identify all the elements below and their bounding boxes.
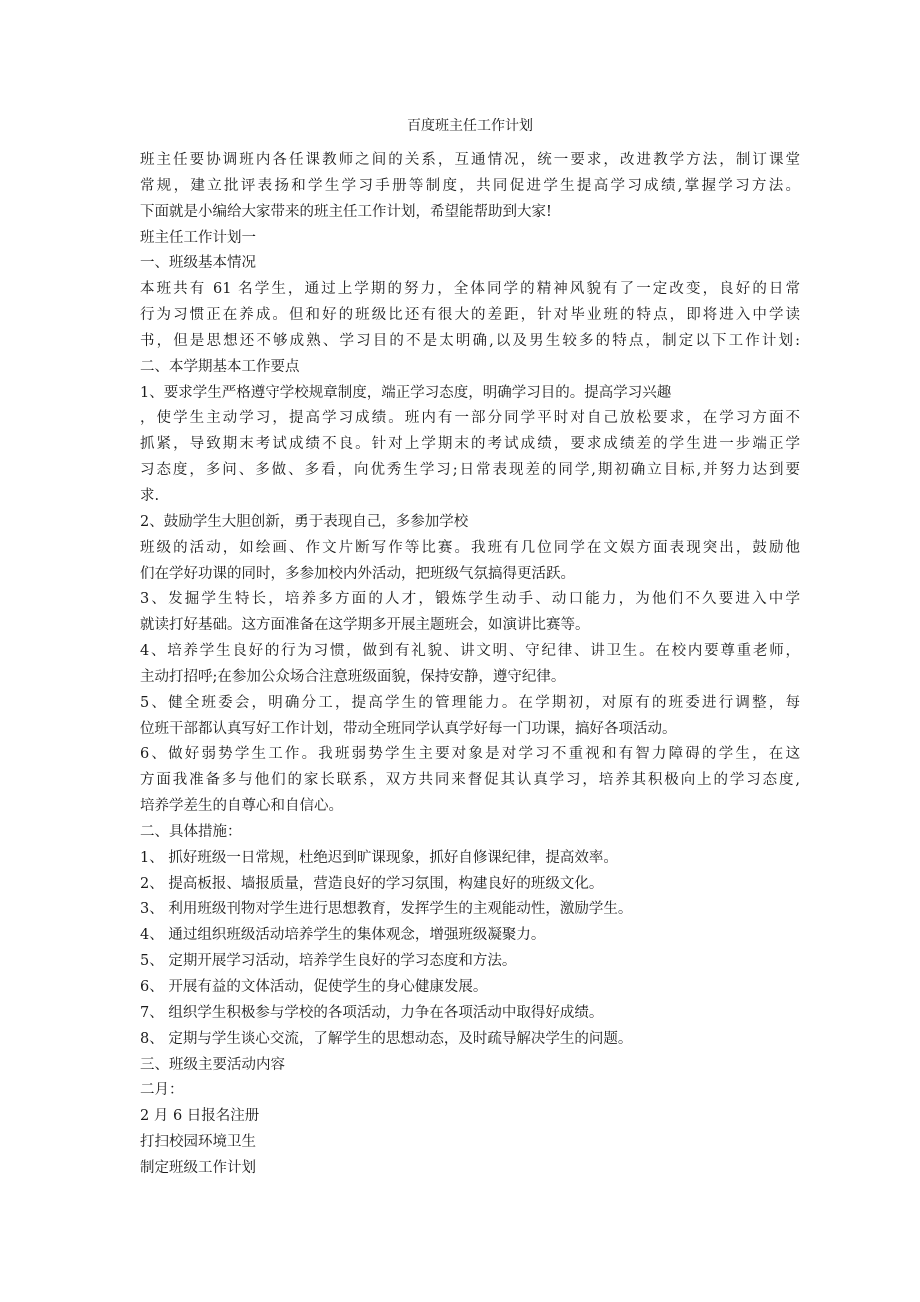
text-line: 打扫校园环境卫生 bbox=[140, 1134, 256, 1151]
text-line: 1、 抓好班级一日常规，杜绝迟到旷课现象，抓好自修课纪律，提高效率。 bbox=[140, 849, 618, 866]
text-line: 一、班级基本情况 bbox=[140, 255, 256, 272]
text-line: 班主任工作计划一 bbox=[140, 229, 256, 246]
text-line: 4、培养学生良好的行为习惯，做到有礼貌、讲文明、守纪律、讲卫生。在校内要尊重老师， bbox=[140, 643, 800, 660]
text-line: 主动打招呼;在参加公众场合注意班级面貌，保持安静，遵守纪律。 bbox=[140, 668, 566, 685]
text-line: 本班共有 61 名学生，通过上学期的努力，全体同学的精神风貌有了一定改变，良好的日常 bbox=[140, 281, 800, 298]
text-line: 6、 开展有益的文体活动，促使学生的身心健康发展。 bbox=[140, 979, 488, 995]
text-line: 二、本学期基本工作要点 bbox=[140, 358, 300, 375]
text-line: 抓紧，导致期末考试成绩不良。针对上学期末的考试成绩，要求成绩差的学生进一步端正学 bbox=[140, 436, 800, 453]
text-line: 6、做好弱势学生工作。我班弱势学生主要对象是对学习不重视和有智力障碍的学生，在这 bbox=[140, 746, 800, 763]
text-line: 书，但是思想还不够成熟、学习目的不是太明确,以及男生较多的特点，制定以下工作计划: bbox=[140, 332, 800, 349]
text-line: 方面我准备多与他们的家长联系，双方共同来督促其认真学习，培养其积极向上的学习态度, bbox=[140, 772, 800, 789]
text-line: 二、具体措施： bbox=[140, 823, 242, 840]
text-line: 5、健全班委会，明确分工，提高学生的管理能力。在学期初，对原有的班委进行调整，每 bbox=[140, 694, 800, 711]
text-line: 2、鼓励学生大胆创新，勇于表现自己，多参加学校 bbox=[140, 513, 469, 530]
text-line: 们在学好功课的同时，多参加校内外活动，把班级气氛搞得更活跃。 bbox=[140, 565, 575, 582]
text-line: 常规，建立批评表扬和学生学习手册等制度，共同促进学生提高学习成绩,掌握学习方法。 bbox=[140, 177, 800, 194]
text-line: 位班干部都认真写好工作计划，带动全班同学认真学好每一门功课，搞好各项活动。 bbox=[140, 720, 677, 737]
text-line: 二月： bbox=[140, 1082, 184, 1099]
text-line: 8、 定期与学生谈心交流，了解学生的思想动态，及时疏导解决学生的问题。 bbox=[140, 1030, 633, 1047]
text-line: 2、 提高板报、墙报质量，营造良好的学习氛围，构建良好的班级文化。 bbox=[140, 875, 604, 892]
text-line: 班级的活动，如绘画、作文片断写作等比赛。我班有几位同学在文娱方面表现突出，鼓励他 bbox=[140, 539, 800, 556]
text-line: 3、发掘学生特长，培养多方面的人才，锻炼学生动手、动口能力，为他们不久要进入中学 bbox=[140, 591, 800, 608]
text-line: 5、 定期开展学习活动，培养学生良好的学习态度和方法。 bbox=[140, 953, 517, 970]
text-line: 4、 通过组织班级活动培养学生的集体观念，增强班级凝聚力。 bbox=[140, 927, 546, 944]
text-line: 制定班级工作计划 bbox=[140, 1159, 256, 1176]
text-line: 3、 利用班级刊物对学生进行思想教育，发挥学生的主观能动性，激励学生。 bbox=[140, 901, 633, 918]
text-line: 培养学差生的自尊心和自信心。 bbox=[140, 798, 343, 815]
text-line: 7、 组织学生积极参与学校的各项活动，力争在各项活动中取得好成绩。 bbox=[140, 1004, 604, 1021]
text-line: 1、要求学生严格遵守学校规章制度，端正学习态度，明确学习目的。提高学习兴趣 bbox=[140, 384, 672, 401]
document-body bbox=[140, 148, 800, 1182]
text-line: 三、班级主要活动内容 bbox=[140, 1056, 285, 1073]
text-line: ，使学生主动学习，提高学习成绩。班内有一部分同学平时对自己放松要求，在学习方面不 bbox=[140, 410, 800, 427]
text-line: 班主任要协调班内各任课教师之间的关系，互通情况，统一要求，改进教学方法，制订课堂 bbox=[140, 152, 800, 168]
text-line: 2 月 6 日报名注册 bbox=[140, 1108, 260, 1125]
document-title: 百度班主任工作计划 bbox=[407, 118, 533, 134]
text-line: 求. bbox=[140, 487, 160, 504]
text-line: 行为习惯正在养成。但和好的班级比还有很大的差距，针对毕业班的特点，即将进入中学读 bbox=[140, 307, 800, 324]
text-line: 就读打好基础。这方面准备在这学期多开展主题班会，如演讲比赛等。 bbox=[140, 617, 590, 634]
text-line: 习态度，多问、多做、多看，向优秀生学习;日常表现差的同学,期初确立目标,并努力达到要 bbox=[140, 462, 800, 479]
text-line: 下面就是小编给大家带来的班主任工作计划，希望能帮助到大家! bbox=[140, 203, 552, 220]
